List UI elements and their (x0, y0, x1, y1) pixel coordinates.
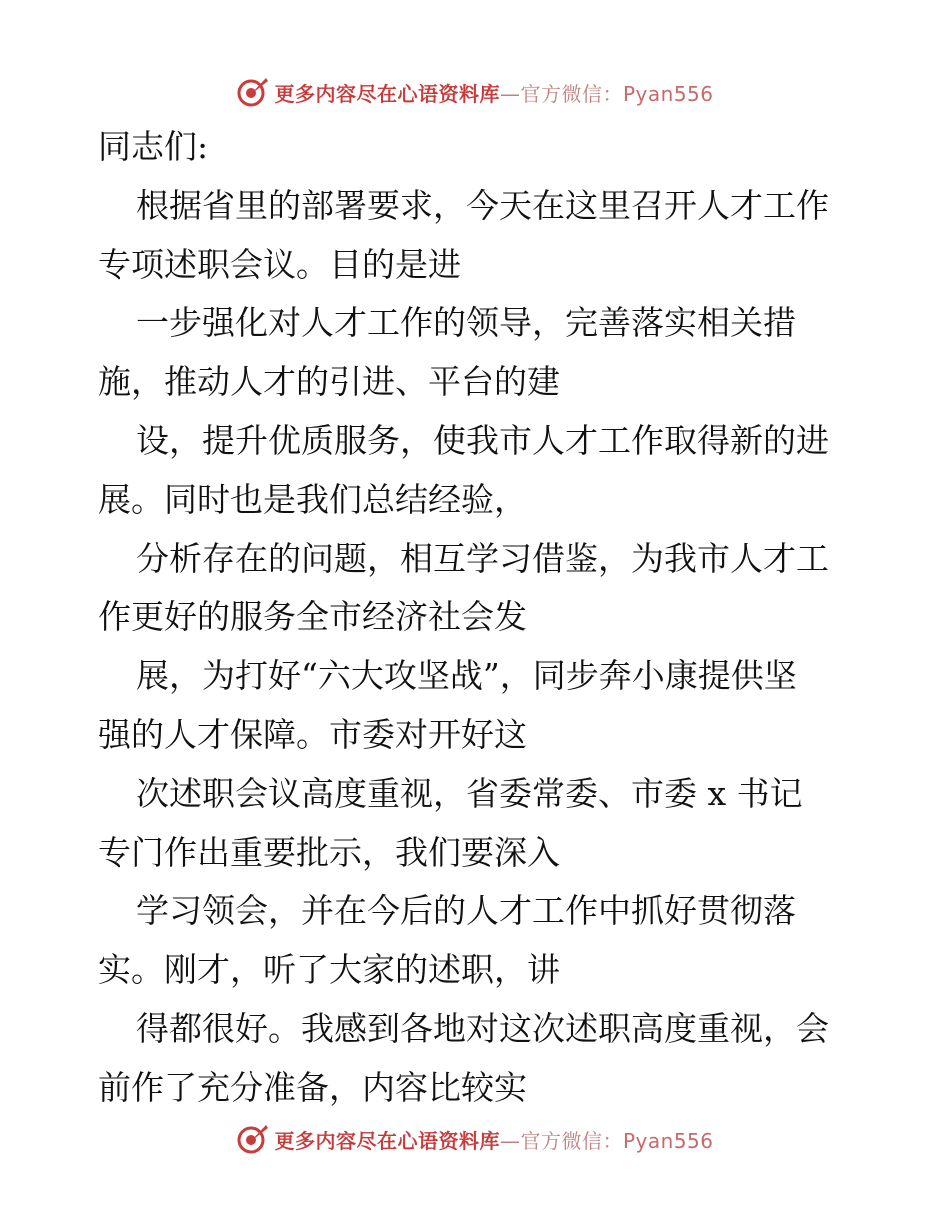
text-line: 施，推动人才的引进、平台的建 (98, 362, 560, 402)
text-line: 专项述职会议。目的是进 (98, 244, 461, 284)
text-line: 次述职会议高度重视，省委常委、市委 x 书记 (136, 773, 803, 813)
quill-circle-icon (236, 1122, 270, 1156)
text-line: 展，为打好“六大攻坚战”，同步奔小康提供坚 (136, 656, 797, 696)
document-body (98, 118, 858, 1118)
text-line: 专门作出重要批示，我们要深入 (98, 832, 560, 872)
text-line: 强的人才保障。市委对开好这 (98, 714, 527, 754)
banner-separator: — (499, 1128, 521, 1153)
text-line: 展。同时也是我们总结经验， (98, 479, 527, 519)
salutation-line: 同志们: (98, 127, 209, 166)
text-line: 得都很好。我感到各地对这次述职高度重视，会 (136, 1008, 829, 1048)
header-watermark-banner (0, 70, 950, 114)
banner-account-id: Pyan556 (622, 1128, 714, 1153)
text-line: 根据省里的部署要求，今天在这里召开人才工作 (136, 185, 829, 225)
text-line: 作更好的服务全市经济社会发 (98, 597, 527, 637)
banner-main-text: 更多内容尽在心语资料库 (274, 81, 500, 106)
text-line: 设，提升优质服务，使我市人才工作取得新的进 (136, 420, 829, 460)
banner-main-text: 更多内容尽在心语资料库 (274, 1128, 500, 1153)
footer-watermark-text (274, 1125, 713, 1154)
banner-separator: — (499, 81, 521, 106)
banner-account-label: 官方微信： (520, 81, 623, 106)
text-line: 前作了充分准备，内容比较实 (98, 1067, 527, 1107)
banner-account-label: 官方微信： (520, 1128, 623, 1153)
text-line: 一步强化对人才工作的领导，完善落实相关措 (136, 303, 796, 343)
text-line: 学习领会，并在今后的人才工作中抓好贯彻落 (136, 891, 796, 931)
banner-account-id: Pyan556 (622, 81, 714, 106)
text-line: 分析存在的问题，相互学习借鉴，为我市人才工 (136, 538, 829, 578)
footer-watermark-banner (0, 1117, 950, 1161)
header-watermark-text (274, 78, 713, 107)
text-line: 实。刚才，听了大家的述职，讲 (98, 950, 560, 990)
quill-circle-icon (236, 75, 270, 109)
